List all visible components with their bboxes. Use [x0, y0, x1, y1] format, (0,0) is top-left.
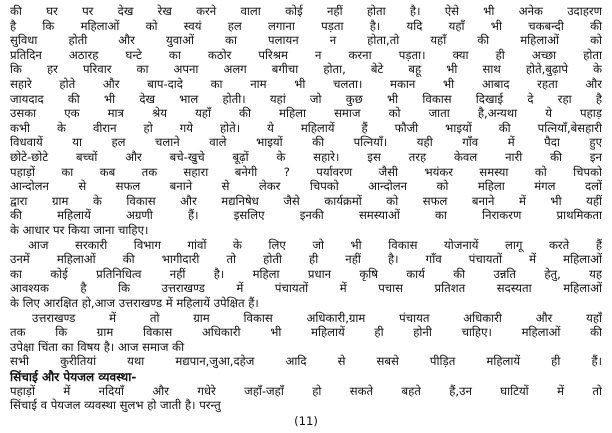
- text-line: सहारे होते और बाप-दादे का नाम भी चलता। मकान भी आबाद रहता और: [10, 77, 602, 91]
- text-line: है कि महिलाओं को स्वयं हल लगाना पड़ता है। यदि यहाँ भी चकबन्दी की: [10, 18, 602, 33]
- text-line: कभी के वीरान हो गये होते। ये महिलायें हैं फौजी भाइयों की पत्नियाँ,बेसहारी: [10, 120, 602, 135]
- section-heading: सिंचाई और पेयजल व्यवस्था-: [10, 370, 137, 384]
- text-line: कि हर परिवार का अपना अलग बगीचा होता, बेटे बहू भी साथ होते,बुढ़ापे के: [10, 62, 602, 77]
- text-line: के आधार पर किया जाना चाहिए।: [10, 223, 149, 237]
- text-line: सुविधा होती और युवाओं का पलायन न होता,तो यहाँ की महिलाओं को: [10, 33, 602, 48]
- text-line: उपेक्षा चिंता का विषय है। आज समाज की: [10, 339, 185, 354]
- text-line: विधवायें या हल चलाने वाले भाइयों की पत्नियाँ। यही गाँव में पैदा हुए: [10, 135, 602, 150]
- text-line: की घर पर देख रेख करने वाला कोई नहीं होता है। ऐसे भी अनेक उदाहरण: [10, 4, 602, 18]
- text-line: सिंचाई व पेयजल व्यवस्था सुलभ हो जाती है। परन्तु: [10, 398, 221, 413]
- text-line: आन्दोलन से सफल बनाने से लेकर चिपको आन्दोलन को महिला मंगल दलों: [10, 179, 602, 194]
- text-line: जायदाद की भी देख भाल होती। यहां जो कुछ भी विकास दिखाई दे रहा है: [10, 91, 602, 106]
- text-line: की महिलायें अग्रणी हैं। इसलिए इनकी समस्याओं का निराकरण प्राथमिकता: [10, 208, 602, 223]
- text-line: प्रतिदिन अठारह घन्टे का कठोर परिश्रम न करना पड़ता। क्या ही अच्छा होता: [10, 47, 602, 62]
- text-line: आज सरकारी विभाग गांवों के लिए जो भी विकास योजनायें लागू करते हैं: [28, 237, 602, 252]
- text-line: सभी कुरीतियां यथा मद्यपान,जुआ,दहेज आदि से सबसे पीड़ित महिलायें ही हैं।: [10, 354, 602, 369]
- text-line: पहाड़ों का कब तक सहारा बनेगी ? पर्यावरण जैसी भयंकर समस्या को चिपको: [10, 164, 602, 179]
- text-line: द्वारा ग्राम के विकास और मद्यनिषेध जैसे कार्यक्रमों को सफल बनाने में भी यहीं: [10, 193, 602, 208]
- page-number: (11): [294, 413, 318, 428]
- text-line: तक कि ग्राम विकास अधिकारी भी महिलायें ही होनी चाहिए। महिलाओं की: [10, 325, 602, 340]
- text-line: छोटे-छोटे बच्चों और बचे-खुचे बूढ़ों के सहारे। इस तरह केवल नारी की इन: [10, 150, 602, 164]
- text-line: पहाड़ों में नदियाँ और गधेरे जहाँ-जहाँ हो सकते बहते हैं,उन घाटियों में तो: [10, 383, 602, 398]
- text-line: आवश्यक है कि उत्तराखण्ड में पंचायतों में पचास प्रतिशत सदस्यता महिलाओं: [10, 281, 602, 296]
- text-line: उत्तराखण्ड में तो ग्राम विकास अधिकारी,ग्राम पंचायत अधिकारी और यहाँ: [32, 310, 602, 325]
- text-line: उसका एक मात्र श्रेय यहाँ की महिला समाज को जाता है,अन्यथा ये पहाड़: [10, 106, 602, 121]
- text-line: का कोई प्रतिनिधित्व नहीं है। महिला प्रधान कृषि कार्य की उन्नति हेतु, यह: [10, 266, 602, 281]
- text-line: के लिए आरक्षित हो,आज उत्तराखण्ड में महिलायें उपेक्षित हैं।: [10, 296, 259, 310]
- text-line: उनमें महिलाओं की भागीदारी तो होती ही नहीं है। गाँव पंचायतों में महिलाओं: [10, 252, 602, 267]
